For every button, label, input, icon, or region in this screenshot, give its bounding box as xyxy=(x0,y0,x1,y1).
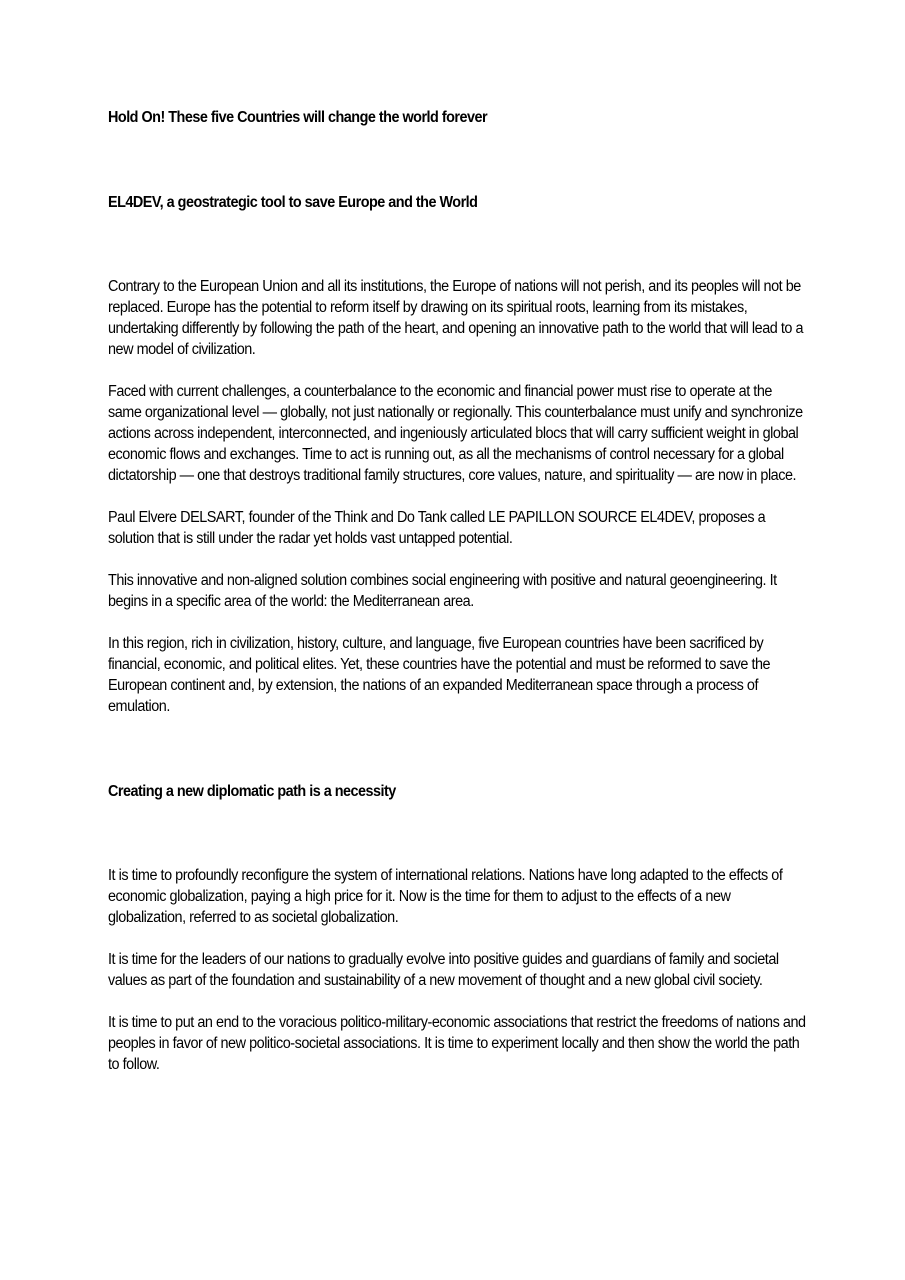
paragraph: Paul Elvere DELSART, founder of the Think and Do Tank called LE PAPILLON SOURCE EL4DEV, proposes a solution that is still under the radar yet holds vast untapped potential. xyxy=(108,509,766,547)
document-body xyxy=(108,107,808,1075)
section-heading-diplomatic-path: Creating a new diplomatic path is a necessity xyxy=(108,783,396,800)
paragraph: It is time for the leaders of our nations to gradually evolve into positive guides and guardians of family and societal values as part of the foundation and sustainability of a new movement of thought and a new global civil society. xyxy=(108,951,779,989)
paragraph: Faced with current challenges, a counterbalance to the economic and financial power must rise to operate at the same organizational level — globally, not just nationally or regionally. This counterbalance must unify and synchronize actions across independent, interconnected, and ingeniously articulated blocs that will carry sufficient weight in global economic flows and exchanges. Time to act is running out, as all the mechanisms of control necessary for a global dictatorship — one that destroys traditional family structures, core values, nature, and spirituality — are now in place. xyxy=(108,383,803,484)
paragraph: It is time to put an end to the voracious politico-military-economic associations that restrict the freedoms of nations and peoples in favor of new politico-societal associations. It is time to experiment locally and then show the world the path to follow. xyxy=(108,1014,806,1073)
paragraph: It is time to profoundly reconfigure the system of international relations. Nations have long adapted to the effects of economic globalization, paying a high price for it. Now is the time for them to adjust to the effects of a new globalization, referred to as societal globalization. xyxy=(108,867,783,926)
paragraph: In this region, rich in civilization, history, culture, and language, five European countries have been sacrificed by financial, economic, and political elites. Yet, these countries have the potential and must be reformed to save the European continent and, by extension, the nations of an expanded Mediterranean space through a process of emulation. xyxy=(108,635,771,715)
section-1-paragraphs xyxy=(108,276,807,717)
section-2-paragraphs xyxy=(108,865,807,1075)
paragraph: This innovative and non-aligned solution combines social engineering with positive and natural geoengineering. It begins in a specific area of the world: the Mediterranean area. xyxy=(108,572,777,610)
document-title: Hold On! These five Countries will change the world forever xyxy=(108,109,488,126)
paragraph: Contrary to the European Union and all its institutions, the Europe of nations will not perish, and its peoples will not be replaced. Europe has the potential to reform itself by drawing on its spiritual roots, learning from its mistakes, undertaking differently by following the path of the heart, and opening an innovative path to the world that will lead to a new model of civilization. xyxy=(108,278,804,358)
section-heading-el4dev: EL4DEV, a geostrategic tool to save Europe and the World xyxy=(108,194,478,211)
